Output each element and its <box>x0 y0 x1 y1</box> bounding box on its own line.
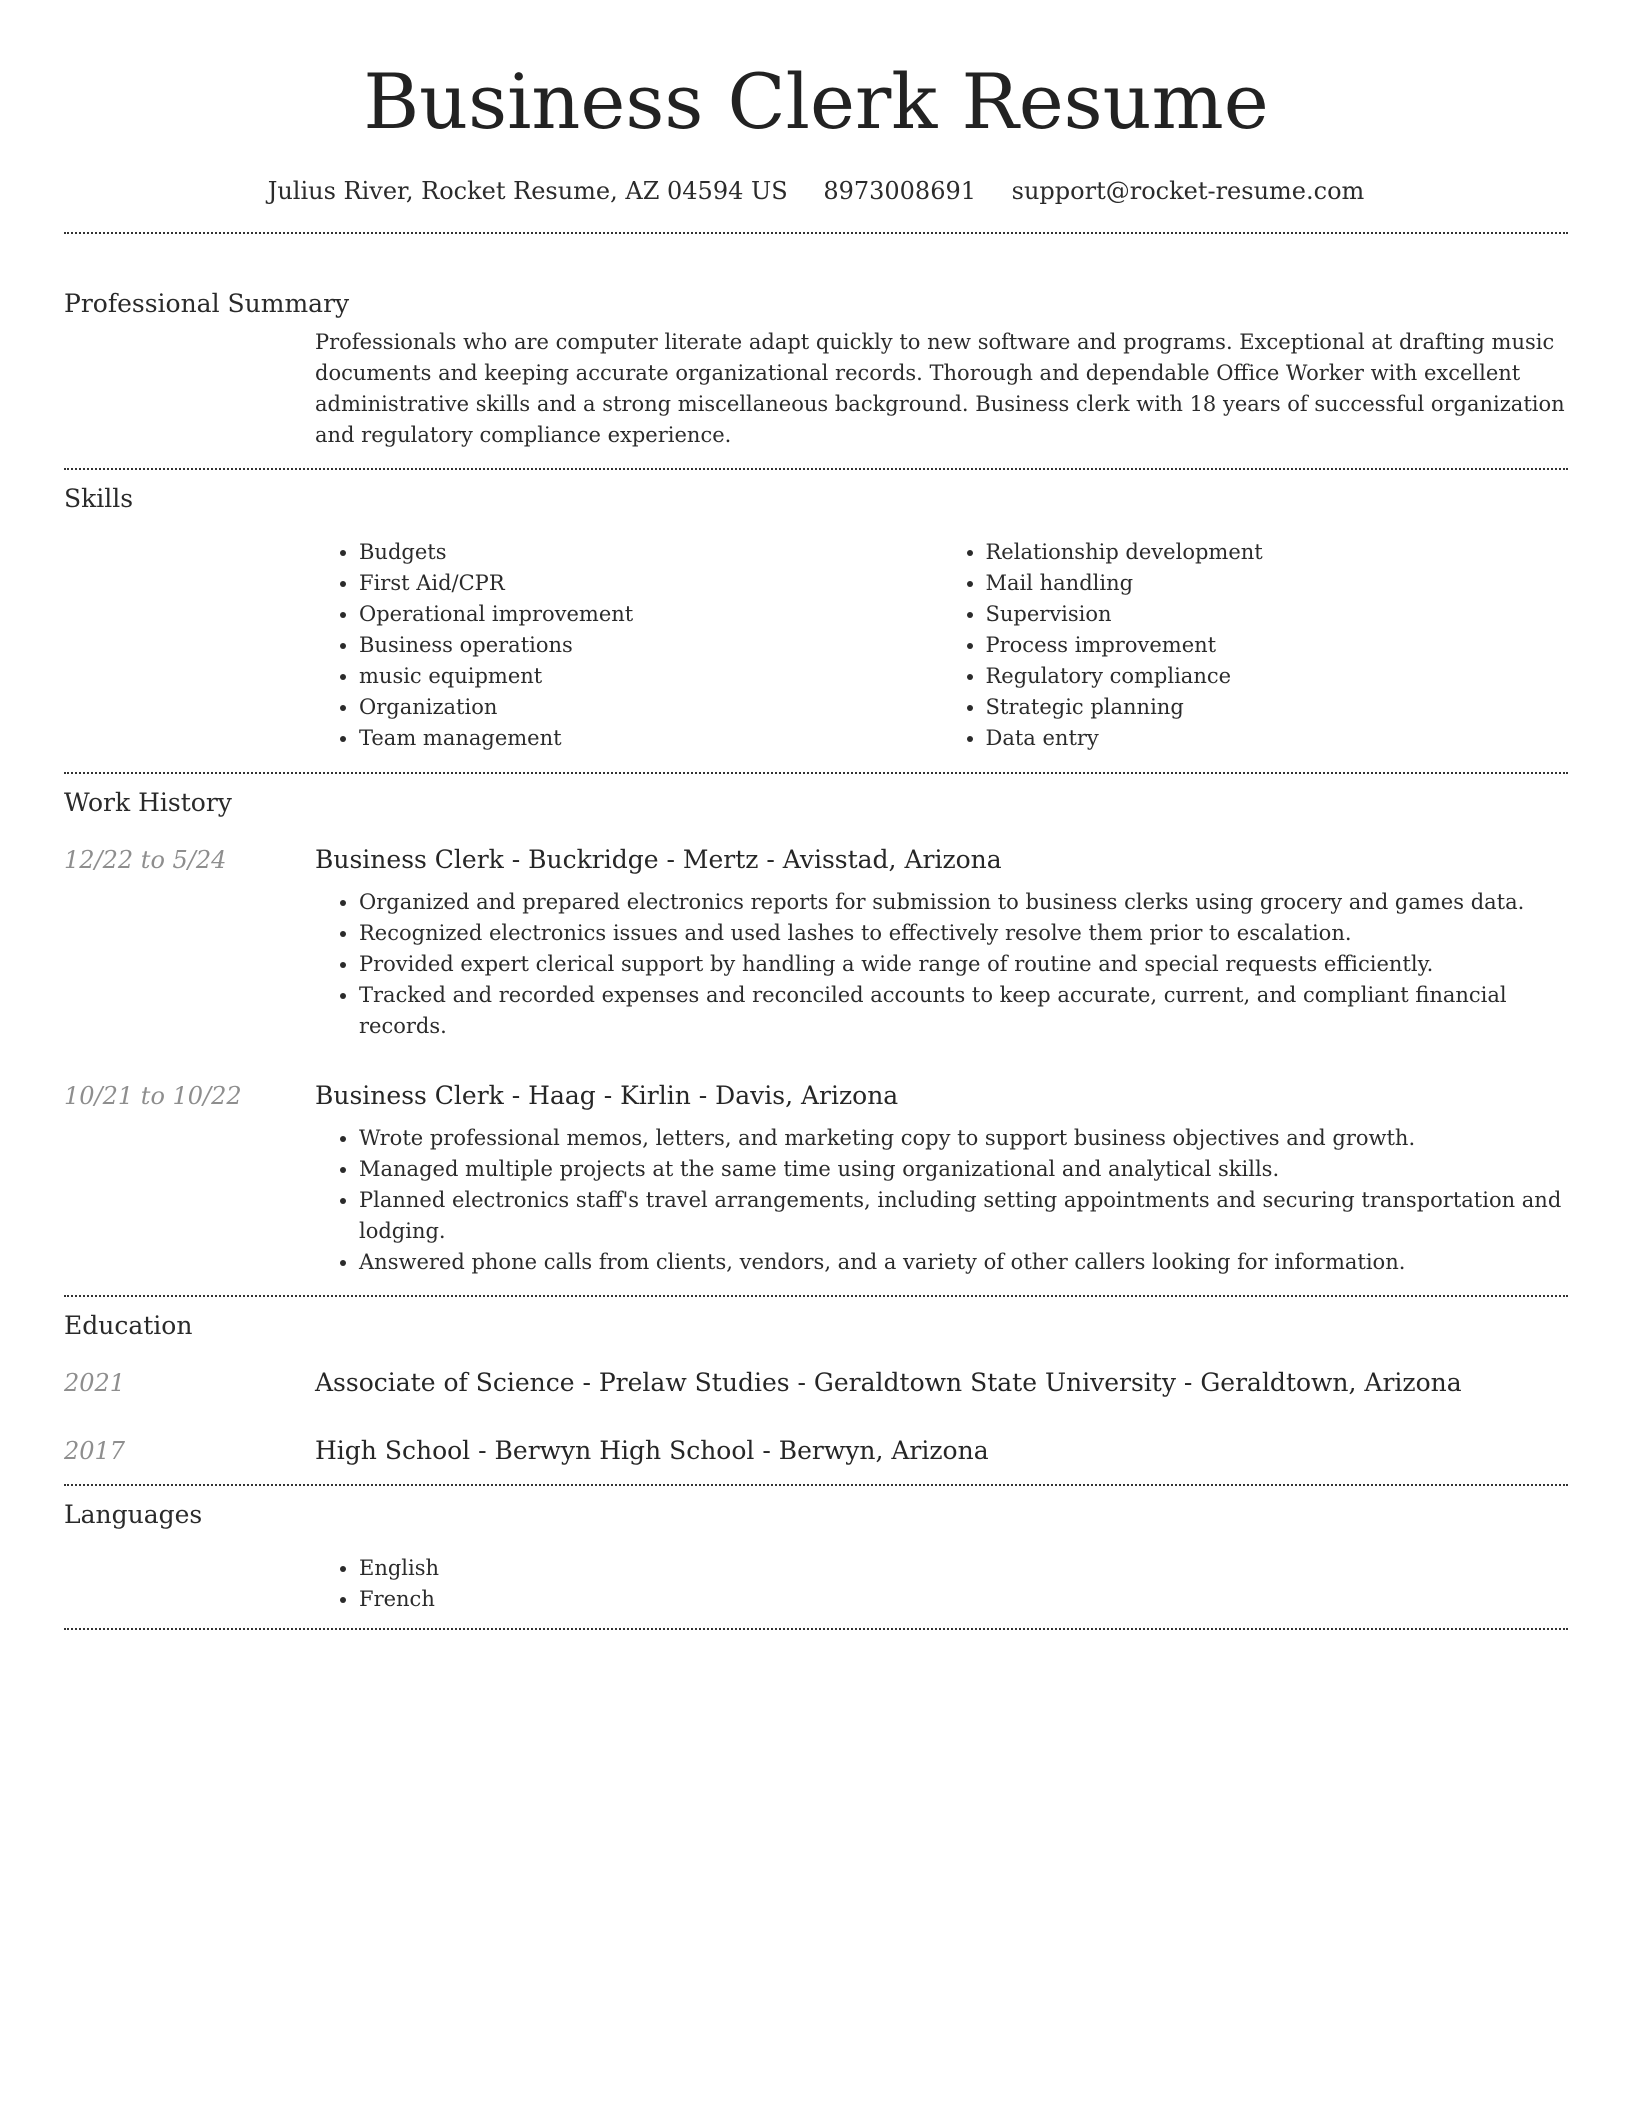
job-bullet: • Planned electronics staff's travel arrangements, including setting appointments and securing transportation and lodging. <box>359 1185 1568 1247</box>
job-bullet: • Provided expert clerical support by handling a wide range of routine and special requests efficiently. <box>359 949 1568 980</box>
section-divider <box>64 1484 1568 1486</box>
education-heading: Education <box>64 1311 193 1340</box>
skill-item: • Mail handling <box>986 568 1569 599</box>
resume-page <box>64 0 1568 1630</box>
section-divider <box>64 772 1568 774</box>
section-divider <box>64 1295 1568 1297</box>
contact-line <box>64 174 1568 208</box>
section-divider <box>64 232 1568 234</box>
skill-item: • music equipment <box>359 661 942 692</box>
job-role: Business Clerk <box>315 845 504 874</box>
job-bullet: • Recognized electronics issues and used lashes to effectively resolve them prior to escalation. <box>359 918 1568 949</box>
skill-item: • First Aid/CPR <box>359 568 942 599</box>
skills-list-right <box>942 537 1569 754</box>
section-divider <box>64 468 1568 470</box>
job-role: Business Clerk <box>315 1081 504 1110</box>
skills-heading: Skills <box>64 484 134 513</box>
skill-item: • Business operations <box>359 630 942 661</box>
skill-item: • Organization <box>359 692 942 723</box>
skill-item: • Process improvement <box>986 630 1569 661</box>
job-bullet: • Organized and prepared electronics reports for submission to business clerks using grocery and games data. <box>359 887 1568 918</box>
resume-title: Business Clerk Resume <box>363 57 1269 146</box>
skill-item: • Data entry <box>986 723 1569 754</box>
education-title <box>315 1434 989 1468</box>
section-divider <box>64 1628 1568 1630</box>
job-entry <box>64 843 1568 1042</box>
skill-item: • Regulatory compliance <box>986 661 1569 692</box>
contact-phone: 8973008691 <box>823 177 977 205</box>
skill-item: • Strategic planning <box>986 692 1569 723</box>
skills-list-left <box>315 537 942 754</box>
job-bullet: • Wrote professional memos, letters, and marketing copy to support business objectives and growth. <box>359 1123 1568 1154</box>
skill-item: • Relationship development <box>986 537 1569 568</box>
contact-email: support@rocket-resume.com <box>1011 177 1365 205</box>
job-bullets <box>315 1123 1568 1278</box>
education-entry <box>64 1366 1568 1400</box>
contact-address: Julius River, Rocket Resume, AZ 04594 US <box>267 177 788 205</box>
job-bullets <box>315 887 1568 1042</box>
languages-section <box>64 1498 1568 1615</box>
education-section <box>64 1309 1568 1468</box>
summary-text: Professionals who are computer literate adapt quickly to new software and programs. Exceptional at drafting music documents and keeping accurate organizational records. Thorough and dependable Office Worker with excellent administrative skills and a strong miscellaneous background. Business clerk with 18 years of successful organization and regulatory compliance experience. <box>315 330 1565 447</box>
skills-section <box>64 482 1568 754</box>
education-year: 2017 <box>64 1437 126 1465</box>
education-degree: Associate of Science - Prelaw Studies <box>315 1368 790 1397</box>
job-dates: 12/22 to 5/24 <box>64 846 227 874</box>
skills-columns <box>315 537 1568 754</box>
job-details: - Haag - Kirlin - Davis, Arizona <box>503 1081 899 1110</box>
education-details: - Geraldtown State University - Geraldtown, Arizona <box>789 1368 1462 1397</box>
job-bullet: • Managed multiple projects at the same time using organizational and analytical skills. <box>359 1154 1568 1185</box>
job-title <box>315 1079 898 1113</box>
job-dates: 10/21 to 10/22 <box>64 1082 242 1110</box>
summary-heading: Professional Summary <box>64 289 350 318</box>
job-title <box>315 843 1002 877</box>
skill-item: • Operational improvement <box>359 599 942 630</box>
summary-section <box>64 287 1568 451</box>
languages-heading: Languages <box>64 1500 203 1529</box>
languages-list <box>315 1553 1568 1615</box>
skill-item: • Supervision <box>986 599 1569 630</box>
job-bullet: • Tracked and recorded expenses and reconciled accounts to keep accurate, current, and compliant financial records. <box>359 980 1568 1042</box>
job-details: - Buckridge - Mertz - Avisstad, Arizona <box>503 845 1002 874</box>
education-entry <box>64 1434 1568 1468</box>
job-entry <box>64 1079 1568 1278</box>
work-heading: Work History <box>64 788 232 817</box>
skill-item: • Team management <box>359 723 942 754</box>
education-details: - Berwyn High School - Berwyn, Arizona <box>470 1436 989 1465</box>
work-section <box>64 786 1568 1278</box>
language-item: • English <box>359 1553 1568 1584</box>
skill-item: • Budgets <box>359 537 942 568</box>
language-item: • French <box>359 1584 1568 1615</box>
education-degree: High School <box>315 1436 471 1465</box>
education-year: 2021 <box>64 1369 126 1397</box>
job-bullet: • Answered phone calls from clients, vendors, and a variety of other callers looking for information. <box>359 1247 1568 1278</box>
education-title <box>315 1366 1462 1400</box>
